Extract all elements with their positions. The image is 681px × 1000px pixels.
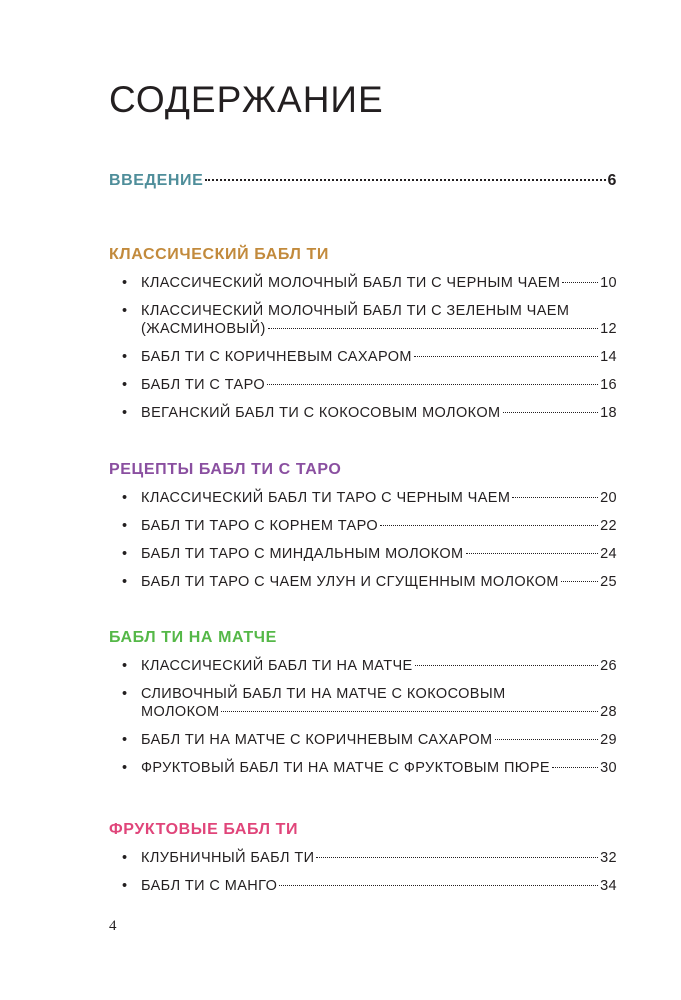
dot-leader	[512, 497, 598, 498]
dot-leader	[221, 711, 598, 712]
bullet: •	[122, 878, 128, 894]
toc-item-title: ФРУКТОВЫЙ БАБЛ ТИ НА МАТЧЕ С ФРУКТОВЫМ ПЮРЕ	[141, 760, 550, 776]
toc-item-page: 32	[600, 850, 617, 866]
toc-item-page: 29	[600, 732, 617, 748]
dot-leader	[267, 384, 598, 385]
toc-item[interactable]	[109, 302, 617, 338]
toc-section-fruit	[109, 820, 617, 905]
toc-item[interactable]	[109, 489, 617, 507]
toc-item-title: БАБЛ ТИ НА МАТЧЕ С КОРИЧНЕВЫМ САХАРОМ	[141, 732, 493, 748]
toc-item[interactable]	[109, 545, 617, 563]
page-title: СОДЕРЖАНИЕ	[109, 79, 384, 120]
toc-item[interactable]	[109, 517, 617, 535]
toc-list	[109, 849, 617, 895]
dot-leader	[380, 525, 598, 526]
bullet: •	[122, 377, 128, 393]
bullet: •	[122, 275, 128, 291]
toc-item-page: 26	[600, 658, 617, 674]
toc-item-page: 30	[600, 760, 617, 776]
toc-item-page: 12	[600, 321, 617, 337]
dot-leader	[562, 282, 598, 283]
dot-leader	[466, 553, 599, 554]
bullet: •	[122, 732, 128, 748]
bullet: •	[122, 490, 128, 506]
toc-item-page: 14	[600, 349, 617, 365]
dot-leader	[552, 767, 598, 768]
section-heading-fruit: ФРУКТОВЫЕ БАБЛ ТИ	[109, 821, 299, 838]
introduction-label: ВВЕДЕНИЕ	[109, 172, 204, 189]
toc-list	[109, 657, 617, 777]
toc-item-title: БАБЛ ТИ ТАРО С МИНДАЛЬНЫМ МОЛОКОМ	[141, 546, 464, 562]
dot-leader	[414, 356, 598, 357]
bullet: •	[122, 686, 128, 702]
toc-item[interactable]	[109, 404, 617, 422]
toc-item[interactable]	[109, 274, 617, 292]
toc-item-page: 10	[600, 275, 617, 291]
toc-item[interactable]	[109, 685, 617, 721]
toc-item[interactable]	[109, 657, 617, 675]
toc-item[interactable]	[109, 849, 617, 867]
toc-item-title: БАБЛ ТИ ТАРО С КОРНЕМ ТАРО	[141, 518, 379, 534]
toc-item-page: 25	[600, 574, 617, 590]
bullet: •	[122, 405, 128, 421]
section-heading-taro: РЕЦЕПТЫ БАБЛ ТИ С ТАРО	[109, 461, 342, 478]
toc-item[interactable]	[109, 877, 617, 895]
toc-item-title: КЛАССИЧЕСКИЙ МОЛОЧНЫЙ БАБЛ ТИ С ЧЕРНЫМ ЧАЕМ	[141, 275, 561, 291]
dot-leader	[268, 328, 598, 329]
toc-item-title: БАБЛ ТИ С ТАРО	[141, 377, 266, 393]
toc-item-title: БАБЛ ТИ ТАРО С ЧАЕМ УЛУН И СГУЩЕННЫМ МОЛОКОМ	[141, 574, 559, 590]
toc-list	[109, 489, 617, 591]
section-heading-classic: КЛАССИЧЕСКИЙ БАБЛ ТИ	[109, 246, 329, 263]
toc-item-title-line2: (ЖАСМИНОВЫЙ)	[141, 321, 266, 337]
toc-item[interactable]	[109, 573, 617, 591]
toc-section-matcha	[109, 628, 617, 787]
page-number: 4	[109, 918, 117, 934]
toc-item-page: 28	[600, 704, 617, 720]
toc-item-title: КЛАССИЧЕСКИЙ БАБЛ ТИ ТАРО С ЧЕРНЫМ ЧАЕМ	[141, 490, 511, 506]
dot-leader	[561, 581, 598, 582]
toc-item[interactable]	[109, 731, 617, 749]
toc-item-title-line2: МОЛОКОМ	[141, 704, 220, 720]
toc-item-title: БАБЛ ТИ С КОРИЧНЕВЫМ САХАРОМ	[141, 349, 412, 365]
bullet: •	[122, 303, 128, 319]
dot-leader	[415, 665, 598, 666]
toc-section-classic	[109, 245, 617, 432]
dot-leader	[316, 857, 598, 858]
bullet: •	[122, 546, 128, 562]
bullet: •	[122, 349, 128, 365]
toc-item[interactable]	[109, 759, 617, 777]
dot-leader	[279, 885, 598, 886]
toc-item[interactable]	[109, 348, 617, 366]
section-heading-matcha: БАБЛ ТИ НА МАТЧЕ	[109, 629, 277, 646]
dot-leader	[503, 412, 599, 413]
toc-item-title-line1: СЛИВОЧНЫЙ БАБЛ ТИ НА МАТЧЕ С КОКОСОВЫМ	[141, 686, 506, 702]
dot-leader	[495, 739, 599, 740]
introduction-page-number: 6	[607, 172, 617, 189]
toc-item-title: КЛАССИЧЕСКИЙ БАБЛ ТИ НА МАТЧЕ	[141, 658, 413, 674]
toc-item-title: КЛУБНИЧНЫЙ БАБЛ ТИ	[141, 850, 315, 866]
toc-item-page: 24	[600, 546, 617, 562]
toc-entry-introduction[interactable]	[109, 172, 617, 190]
toc-item-page: 34	[600, 878, 617, 894]
toc-item-page: 18	[600, 405, 617, 421]
toc-list	[109, 274, 617, 422]
toc-item-title-line1: КЛАССИЧЕСКИЙ МОЛОЧНЫЙ БАБЛ ТИ С ЗЕЛЕНЫМ ЧАЕМ	[141, 303, 570, 319]
toc-item-page: 20	[600, 490, 617, 506]
toc-item[interactable]	[109, 376, 617, 394]
dot-leader	[205, 179, 605, 181]
bullet: •	[122, 658, 128, 674]
bullet: •	[122, 574, 128, 590]
toc-item-page: 22	[600, 518, 617, 534]
bullet: •	[122, 760, 128, 776]
toc-item-title: ВЕГАНСКИЙ БАБЛ ТИ С КОКОСОВЫМ МОЛОКОМ	[141, 405, 501, 421]
toc-item-title: БАБЛ ТИ С МАНГО	[141, 878, 278, 894]
toc-item-page: 16	[600, 377, 617, 393]
bullet: •	[122, 850, 128, 866]
bullet: •	[122, 518, 128, 534]
toc-section-taro	[109, 460, 617, 601]
